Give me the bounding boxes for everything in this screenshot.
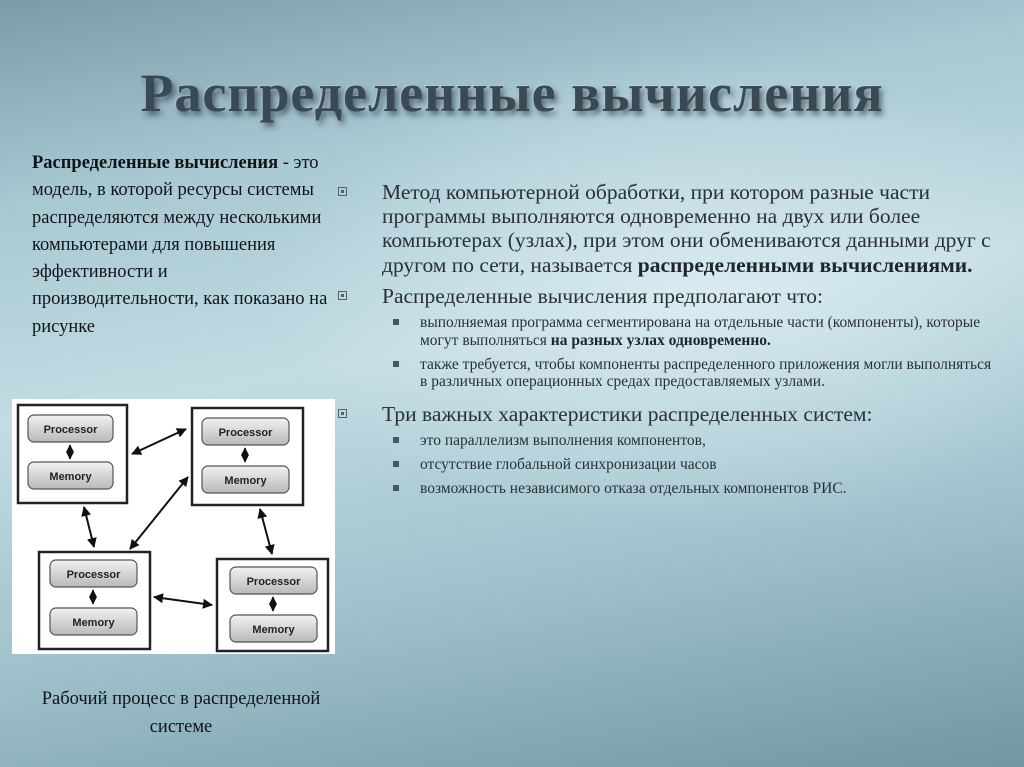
bullet-3-text: Три важных характеристики распределенных систем: — [382, 402, 873, 427]
bullet-1-text: Метод компьютерной обработки, при котором разные части программы выполняются одновременно на двух или более компьютерах (узлах), при этом они обмениваются данными друг с другом по сети, называется — [382, 180, 991, 277]
small-square-bullet-icon — [393, 485, 399, 491]
distributed-system-diagram — [12, 399, 335, 654]
bullet-3-sub-3 — [338, 480, 998, 498]
slide-title: Распределенные вычисления — [140, 63, 884, 123]
small-square-bullet-icon — [393, 461, 399, 467]
bullet-3-sub-1 — [338, 432, 998, 450]
definition-term: Распределенные вычисления — [32, 153, 279, 173]
definition-body: - это модель, в которой ресурсы системы распределяются между несколькими компьютерами для повышения эффективности и производительности, как показано на рисунке — [32, 153, 328, 337]
processor-label-4: Processor — [246, 576, 301, 588]
bullet-2 — [338, 284, 998, 308]
memory-label-1: Memory — [49, 471, 92, 483]
bullet-3 — [338, 402, 998, 426]
small-square-bullet-icon — [393, 437, 399, 443]
diagram-caption — [0, 685, 362, 741]
memory-label-3: Memory — [72, 617, 115, 629]
bullet-2-sub-1-bold-text: на разных узлах одновременно. — [550, 331, 771, 349]
bullet-list — [338, 180, 998, 498]
caption-line-2: системе — [149, 717, 213, 737]
diagram-svg — [12, 399, 335, 654]
link-3-4 — [154, 597, 212, 605]
small-square-bullet-icon — [393, 361, 399, 367]
small-square-bullet-icon — [393, 319, 399, 325]
bullet-2-sub-1 — [338, 314, 998, 350]
bullet-2-sub-2 — [338, 356, 998, 392]
bullet-3-sub-2-text: отсутствие глобальной синхронизации часов — [420, 456, 717, 474]
square-bullet-icon — [338, 291, 347, 300]
link-2-3 — [130, 477, 188, 549]
processor-label-2: Processor — [218, 427, 273, 439]
bullet-2-sub-2-text: также требуется, чтобы компоненты распределенного приложения могли выполняться в различных операционных средах предоставляемых узлами. — [420, 355, 992, 391]
square-bullet-icon — [338, 187, 347, 196]
link-2-4 — [260, 509, 272, 554]
caption-line-1: Рабочий процесс в распределенной — [41, 689, 321, 709]
bullet-2-text: Распределенные вычисления предполагают что: — [382, 283, 823, 308]
memory-label-2: Memory — [224, 475, 267, 487]
bullet-3-sub-1-text: это параллелизм выполнения компонентов, — [420, 432, 706, 450]
link-1-2 — [132, 429, 186, 454]
bullet-3-sub-3-text: возможность независимого отказа отдельных компонентов РИС. — [420, 480, 847, 497]
definition-text — [32, 150, 332, 341]
bullet-1-bold-text: распределенными вычислениями. — [637, 252, 973, 277]
processor-label-1: Processor — [43, 424, 98, 436]
processor-label-3: Processor — [66, 569, 121, 581]
bullet-2-sub-1-text: выполняемая программа сегментирована на отдельные части (компоненты), которые могут выполняться — [420, 314, 981, 349]
link-1-3 — [84, 507, 94, 547]
bullet-1 — [338, 180, 998, 277]
memory-label-4: Memory — [252, 624, 295, 636]
square-bullet-icon — [338, 409, 347, 418]
bullet-3-sub-2 — [338, 456, 998, 474]
